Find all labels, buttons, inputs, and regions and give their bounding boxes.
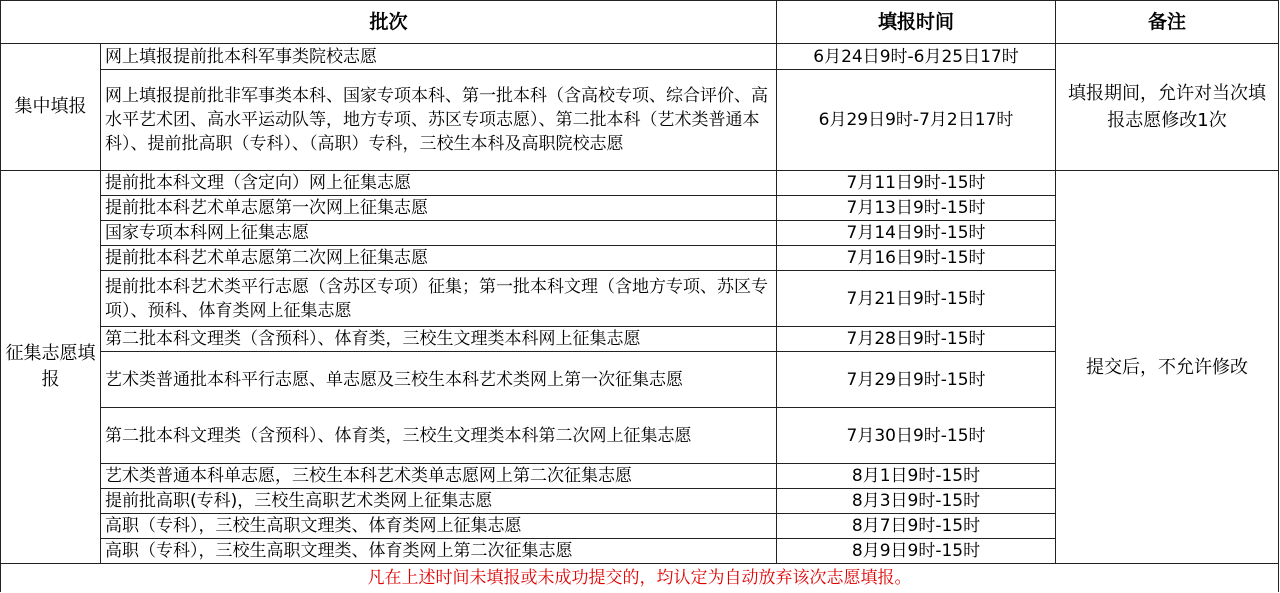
time-cell: 8月1日9时-15时 <box>777 464 1056 489</box>
batch-cell: 提前批本科艺术单志愿第二次网上征集志愿 <box>101 246 777 271</box>
batch-cell: 国家专项本科网上征集志愿 <box>101 221 777 246</box>
batch-cell: 高职（专科），三校生高职文理类、体育类网上第二次征集志愿 <box>101 539 777 564</box>
batch-cell: 提前批高职(专科)，三校生高职艺术类网上征集志愿 <box>101 489 777 514</box>
time-cell: 7月30日9时-15时 <box>777 408 1056 464</box>
batch-cell: 提前批本科文理（含定向）网上征集志愿 <box>101 171 777 196</box>
batch-cell: 网上填报提前批非军事类本科、国家专项本科、第一批本科（含高校专项、综合评价、高水平艺术团、高水平运动队等，地方专项、苏区专项志愿）、第二批本科（艺术类普通本科）、提前批高职（专科）、（高职）专科，三校生本科及高职院校志愿 <box>101 70 777 171</box>
header-batch: 批次 <box>1 1 777 44</box>
time-cell: 8月9日9时-15时 <box>777 539 1056 564</box>
footer-notice: 凡在上述时间未填报或未成功提交的，均认定为自动放弃该次志愿填报。 <box>1 564 1279 593</box>
time-cell: 7月13日9时-15时 <box>777 196 1056 221</box>
batch-cell: 高职（专科），三校生高职文理类、体育类网上征集志愿 <box>101 514 777 539</box>
table-row <box>1 44 1279 70</box>
time-cell: 8月3日9时-15时 <box>777 489 1056 514</box>
batch-cell: 第二批本科文理类（含预科）、体育类，三校生文理类本科第二次网上征集志愿 <box>101 408 777 464</box>
footer-row <box>1 564 1279 593</box>
time-cell: 6月24日9时-6月25日17时 <box>777 44 1056 70</box>
header-time: 填报时间 <box>777 1 1056 44</box>
header-note: 备注 <box>1056 1 1279 44</box>
time-cell: 6月29日9时-7月2日17时 <box>777 70 1056 171</box>
header-row <box>1 1 1279 44</box>
time-cell: 7月14日9时-15时 <box>777 221 1056 246</box>
batch-cell: 艺术类普通本科单志愿，三校生本科艺术类单志愿网上第二次征集志愿 <box>101 464 777 489</box>
time-cell: 7月29日9时-15时 <box>777 352 1056 408</box>
time-cell: 7月11日9时-15时 <box>777 171 1056 196</box>
batch-cell: 提前批本科艺术类平行志愿（含苏区专项）征集；第一批本科文理（含地方专项、苏区专项）、预科、体育类网上征集志愿 <box>101 271 777 327</box>
note-centralized: 填报期间，允许对当次填报志愿修改1次 <box>1056 44 1279 171</box>
batch-cell: 第二批本科文理类（含预科）、体育类，三校生文理类本科网上征集志愿 <box>101 327 777 352</box>
time-cell: 7月21日9时-15时 <box>777 271 1056 327</box>
group-centralized: 集中填报 <box>1 44 101 171</box>
time-cell: 8月7日9时-15时 <box>777 514 1056 539</box>
batch-cell: 网上填报提前批本科军事类院校志愿 <box>101 44 777 70</box>
batch-cell: 艺术类普通批本科平行志愿、单志愿及三校生本科艺术类网上第一次征集志愿 <box>101 352 777 408</box>
time-cell: 7月16日9时-15时 <box>777 246 1056 271</box>
time-cell: 7月28日9时-15时 <box>777 327 1056 352</box>
table-row <box>1 171 1279 196</box>
note-solicitation: 提交后，不允许修改 <box>1056 171 1279 564</box>
group-solicitation: 征集志愿填报 <box>1 171 101 564</box>
batch-cell: 提前批本科艺术单志愿第一次网上征集志愿 <box>101 196 777 221</box>
